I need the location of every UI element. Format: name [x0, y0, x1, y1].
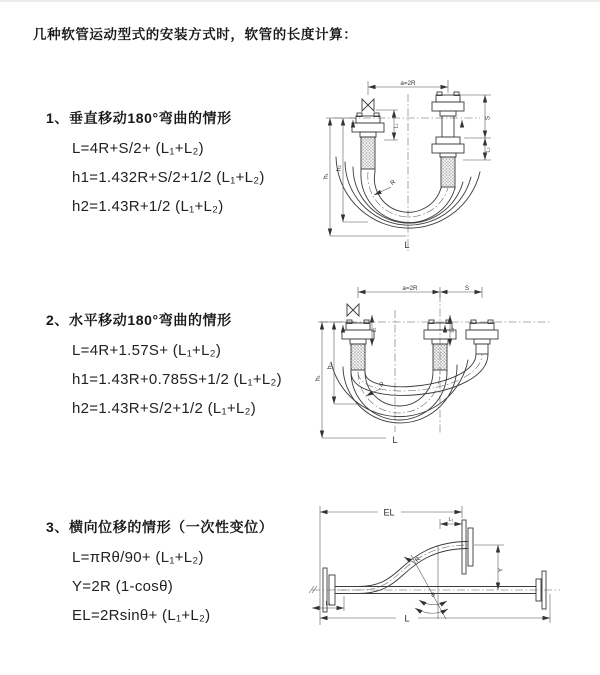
dim-label-h2: h₂	[335, 165, 343, 171]
dim-label-s: S	[484, 115, 492, 121]
y-dimension	[474, 545, 505, 590]
braided-hose-section	[433, 344, 447, 370]
formula-line: h2=1.43R+1/2 (L₁+L₂)	[72, 198, 224, 215]
fitting-length-dimensions	[372, 315, 456, 346]
dim-label-l1: L₁	[393, 123, 400, 129]
formula-line: L=4R+S/2+ (L₁+L₂)	[72, 140, 204, 157]
dim-label-h2: h₂	[326, 363, 334, 369]
section-3	[0, 517, 273, 624]
top-fitting-dimension	[440, 517, 462, 529]
braided-hose-section	[441, 157, 455, 187]
formula-line: Y=2R (1-cosθ)	[72, 578, 174, 595]
valve-symbol	[347, 304, 359, 316]
dim-label-l1-top: L₁	[448, 517, 454, 523]
height-dimensions	[323, 118, 407, 236]
dim-label-l: L	[404, 240, 410, 250]
section-1-heading: 1、垂直移动180°弯曲的情形	[46, 110, 232, 126]
diagram-vertical-180-bend	[312, 76, 600, 260]
formula-line: EL=2Rsinθ+ (L₁+L₂)	[72, 607, 211, 624]
left-flange-assembly	[342, 320, 374, 370]
top-dimension	[368, 80, 448, 95]
fitting-length-dimension	[376, 110, 400, 140]
hose-u-bend-position2	[351, 354, 488, 395]
dim-label-l2: L₂	[449, 327, 456, 333]
scan-edge-artifact	[0, 0, 600, 2]
dim-label-l: L	[392, 435, 398, 445]
dim-label-l1-bottom: L₁	[325, 601, 331, 607]
dim-label-r: R	[389, 178, 398, 187]
dim-label-el: EL	[383, 507, 395, 518]
section-2-heading: 2、水平移动180°弯曲的情形	[46, 312, 232, 328]
formula-line: h2=1.43R+S/2+1/2 (L₁+L₂)	[72, 400, 257, 417]
bottom-fitting-dimension	[312, 596, 344, 611]
dim-label-s: S	[464, 285, 470, 292]
dim-label-r: R	[378, 380, 387, 389]
el-dimension	[320, 506, 462, 518]
upper-flange	[462, 520, 473, 574]
dim-label-l2: L₂	[485, 147, 492, 153]
dim-label-h1: h₁	[322, 173, 330, 179]
formula-line: L=πRθ/90+ (L₁+L₂)	[72, 549, 204, 566]
dim-label-y: Y	[497, 567, 505, 573]
dim-label-l1: L₁	[371, 327, 378, 333]
section-1	[0, 108, 265, 215]
dim-label-theta: θ	[431, 592, 435, 599]
braided-hose-section	[361, 137, 375, 169]
formula-line: h1=1.432R+S/2+1/2 (L₁+L₂)	[72, 169, 265, 186]
section-2	[0, 310, 282, 417]
dim-label-r: R	[413, 555, 423, 565]
right-side-dimensions	[460, 95, 492, 160]
valve-symbol	[362, 99, 374, 111]
dim-label-a2r: a=2R	[402, 285, 418, 292]
hose-displaced-position	[335, 542, 468, 594]
dim-label-a2r: a=2R	[400, 80, 416, 87]
formula-line: L=4R+1.57S+ (L₁+L₂)	[72, 342, 222, 359]
formula-line: h1=1.43R+0.785S+1/2 (L₁+L₂)	[72, 371, 282, 388]
section-3-heading: 3、横向位移的情形（一次性变位）	[46, 519, 274, 535]
right-flange-assembly	[466, 320, 498, 354]
right-flange-assembly	[432, 92, 464, 189]
diagram-lateral-displacement	[298, 498, 600, 648]
left-flange-assembly	[352, 113, 384, 172]
braided-hose-section	[351, 344, 365, 370]
page-title: 几种软管运动型式的安装方式时，软管的长度计算：	[33, 27, 358, 42]
dim-label-l: L	[404, 613, 410, 624]
top-dimensions	[358, 285, 482, 298]
diagram-horizontal-180-bend	[310, 282, 600, 454]
dim-label-h1: h₁	[314, 375, 322, 381]
